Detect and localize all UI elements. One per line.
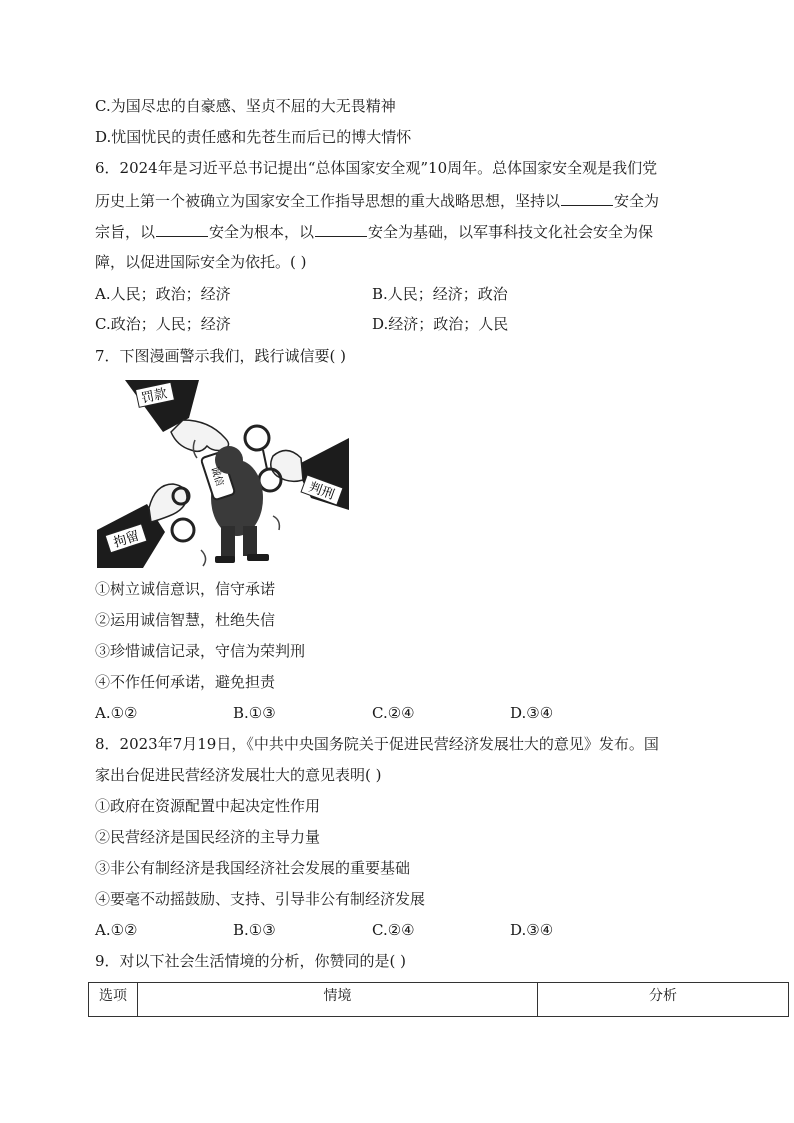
cartoon-label-credit: 诚信	[208, 465, 225, 488]
q7-option-b: B.①③	[233, 704, 276, 722]
q6-option-a: A.人民；政治；经济	[95, 285, 231, 303]
q8-stem-line2: 家出台促进民营经济发展壮大的意见表明( )	[95, 766, 382, 784]
q8-option-c: C.②④	[372, 921, 415, 939]
q8-statement-1: ①政府在资源配置中起决定性作用	[95, 797, 321, 815]
q9-header-analysis: 分析	[538, 983, 789, 1017]
q9-stem: 9．对以下社会生活情境的分析，你赞同的是( )	[95, 952, 407, 970]
q6-option-c: C.政治；人民；经济	[95, 315, 231, 333]
q6-text: 安全为根本，以	[209, 223, 315, 241]
q6-stem-line3	[95, 221, 653, 242]
q8-stem-line1: 8．2023年7月19日，《中共中央国务院关于促进民营经济发展壮大的意见》发布。国	[95, 735, 659, 753]
answer-blank	[315, 221, 367, 237]
q6-option-b: B.人民；经济；政治	[372, 285, 508, 303]
cartoon-label-detain: 拘留	[111, 528, 142, 551]
q7-stem: 7．下图漫画警示我们，践行诚信要( )	[95, 347, 347, 365]
q6-text: 历史上第一个被确立为国家安全工作指导思想的重大战略思想，坚持以	[95, 192, 561, 210]
q5-option-d: D.忧国忧民的责任感和先苍生而后已的博大情怀	[95, 128, 412, 146]
cartoon-label-fine: 罚款	[140, 386, 169, 407]
answer-blank	[156, 221, 208, 237]
q6-stem-line4: 障，以促进国际安全为依托。( )	[95, 253, 307, 271]
q8-statement-4: ④要毫不动摇鼓励、支持、引导非公有制经济发展	[95, 890, 426, 908]
q9-header-scenario: 情境	[138, 983, 538, 1017]
q7-statement-2: ②运用诚信智慧，杜绝失信	[95, 611, 276, 629]
q7-option-c: C.②④	[372, 704, 415, 722]
q6-text: 安全为基础，以军事科技文化社会安全为保	[368, 223, 654, 241]
q8-option-b: B.①③	[233, 921, 276, 939]
q8-option-d: D.③④	[510, 921, 554, 939]
q8-statement-2: ②民营经济是国民经济的主导力量	[95, 828, 321, 846]
q9-table-header-row	[89, 983, 789, 1017]
q6-text: 宗旨，以	[95, 223, 156, 241]
answer-blank	[561, 190, 613, 206]
cartoon-image	[97, 380, 349, 568]
q7-statement-3: ③珍惜诚信记录，守信为荣判刑	[95, 642, 306, 660]
q8-statement-3: ③非公有制经济是我国经济社会发展的重要基础	[95, 859, 411, 877]
q9-header-option: 选项	[89, 983, 138, 1017]
q6-text: 安全为	[614, 192, 660, 210]
q8-option-a: A.①②	[95, 921, 138, 939]
q7-statement-4: ④不作任何承诺，避免担责	[95, 673, 276, 691]
q7-option-a: A.①②	[95, 704, 138, 722]
q5-option-c: C.为国尽忠的自豪感、坚贞不屈的大无畏精神	[95, 97, 396, 115]
q6-option-d: D.经济；政治；人民	[372, 315, 509, 333]
q6-stem-line2	[95, 190, 659, 211]
cartoon-label-sentence: 判刑	[306, 479, 337, 503]
q7-option-d: D.③④	[510, 704, 554, 722]
q9-table	[88, 982, 789, 1017]
q6-stem-line1: 6．2024年是习近平总书记提出“总体国家安全观”10周年。总体国家安全观是我们党	[95, 159, 658, 177]
q7-statement-1: ①树立诚信意识，信守承诺	[95, 580, 276, 598]
